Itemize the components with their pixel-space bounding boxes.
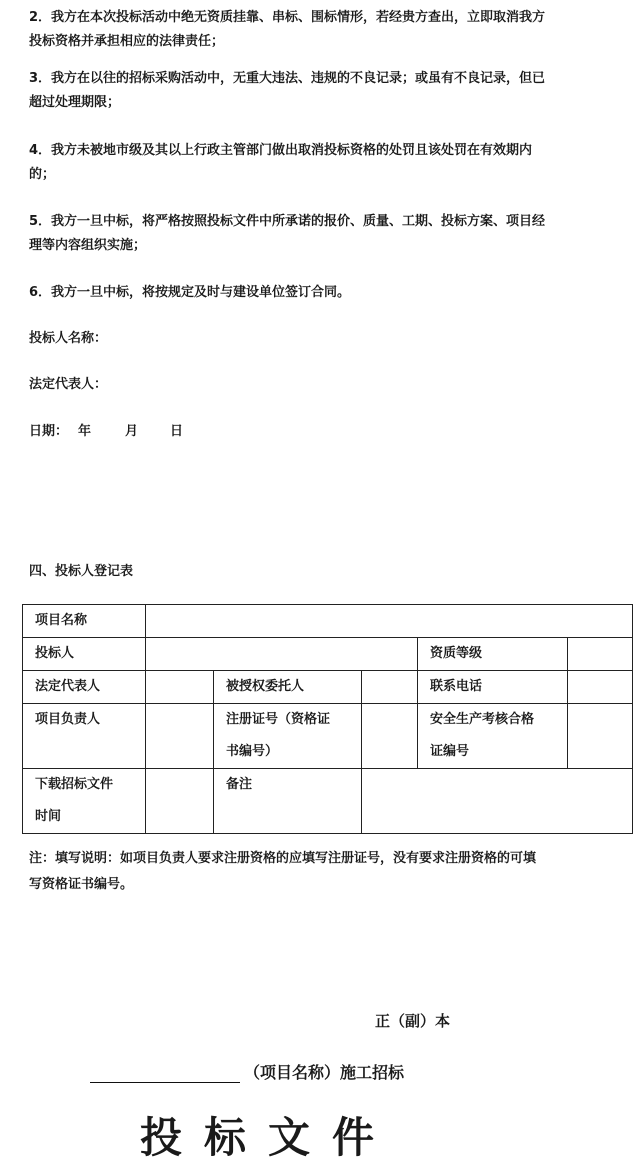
declaration-3 bbox=[29, 67, 625, 115]
date-month: 月 bbox=[125, 424, 139, 439]
date-year: 年 bbox=[78, 424, 92, 439]
download-time-line: 时间 bbox=[35, 809, 62, 824]
declaration-line: 的； bbox=[29, 167, 56, 182]
cell-qualification-value bbox=[568, 638, 633, 671]
declaration-line: 投标资格并承担相应的法律责任； bbox=[29, 34, 225, 49]
project-name-blank bbox=[90, 1060, 240, 1083]
cell-safety-cert-value bbox=[568, 704, 633, 769]
declaration-line: 2．我方在本次投标活动中绝无资质挂靠、串标、围标情形，若经贵方查出，立即取消我方 bbox=[29, 10, 546, 25]
cell-bidder-value bbox=[146, 638, 418, 671]
reg-cert-line: 书编号） bbox=[226, 744, 279, 759]
safety-cert-line: 安全生产考核合格 bbox=[430, 712, 535, 727]
cell-download-time-label bbox=[23, 769, 146, 834]
section-title: 四、投标人登记表 bbox=[29, 564, 134, 579]
table-row bbox=[23, 704, 633, 769]
copy-label: 正（副）本 bbox=[375, 1012, 451, 1030]
reg-cert-line: 注册证号（资格证 bbox=[226, 712, 331, 727]
legal-rep-label: 法定代表人： bbox=[29, 377, 108, 392]
project-suffix: （项目名称）施工招标 bbox=[244, 1063, 405, 1082]
declaration-line: 超过处理期限； bbox=[29, 95, 121, 110]
cell-legal-rep-label: 法定代表人 bbox=[23, 671, 146, 704]
date-line bbox=[29, 420, 183, 444]
bidder-name-label: 投标人名称： bbox=[29, 331, 108, 346]
document-title: 投标文件 bbox=[140, 1113, 397, 1162]
cell-agent-label: 被授权委托人 bbox=[214, 671, 362, 704]
cell-agent-value bbox=[362, 671, 418, 704]
project-line bbox=[90, 1060, 404, 1083]
declaration-5 bbox=[29, 210, 625, 258]
table-row bbox=[23, 605, 633, 638]
declaration-line: 3．我方在以往的招标采购活动中，无重大违法、违规的不良记录；或虽有不良记录，但已 bbox=[29, 71, 546, 86]
cell-phone-label: 联系电话 bbox=[418, 671, 568, 704]
table-row bbox=[23, 638, 633, 671]
cell-reg-cert-label bbox=[214, 704, 362, 769]
fill-note bbox=[29, 846, 629, 898]
note-line: 注：填写说明：如项目负责人要求注册资格的应填写注册证号，没有要求注册资格的可填 bbox=[29, 851, 537, 866]
cell-remarks-label: 备注 bbox=[214, 769, 362, 834]
download-time-line: 下载招标文件 bbox=[35, 777, 114, 792]
table-row bbox=[23, 769, 633, 834]
declaration-6 bbox=[29, 281, 625, 305]
cell-reg-cert-value bbox=[362, 704, 418, 769]
cell-project-name-value bbox=[146, 605, 633, 638]
declaration-2 bbox=[29, 6, 625, 54]
safety-cert-line: 证编号 bbox=[430, 744, 470, 759]
cell-phone-value bbox=[568, 671, 633, 704]
date-day: 日 bbox=[170, 424, 184, 439]
note-line: 写资格证书编号。 bbox=[29, 877, 134, 892]
cell-legal-rep-value bbox=[146, 671, 214, 704]
declaration-line: 5．我方一旦中标，将严格按照投标文件中所承诺的报价、质量、工期、投标方案、项目经 bbox=[29, 214, 546, 229]
cell-safety-cert-label bbox=[418, 704, 568, 769]
table-row bbox=[23, 671, 633, 704]
declaration-line: 4．我方未被地市级及其以上行政主管部门做出取消投标资格的处罚且该处罚在有效期内 bbox=[29, 143, 533, 158]
cell-qualification-label: 资质等级 bbox=[418, 638, 568, 671]
declaration-line: 6．我方一旦中标，将按规定及时与建设单位签订合同。 bbox=[29, 285, 351, 300]
cell-download-time-value bbox=[146, 769, 214, 834]
date-label: 日期： bbox=[29, 424, 69, 439]
registration-table bbox=[22, 604, 633, 834]
cell-manager-label: 项目负责人 bbox=[23, 704, 146, 769]
declaration-line: 理等内容组织实施； bbox=[29, 238, 147, 253]
declaration-4 bbox=[29, 139, 625, 187]
cell-project-name-label: 项目名称 bbox=[23, 605, 146, 638]
cell-bidder-label: 投标人 bbox=[23, 638, 146, 671]
cell-remarks-value bbox=[362, 769, 633, 834]
cell-manager-value bbox=[146, 704, 214, 769]
